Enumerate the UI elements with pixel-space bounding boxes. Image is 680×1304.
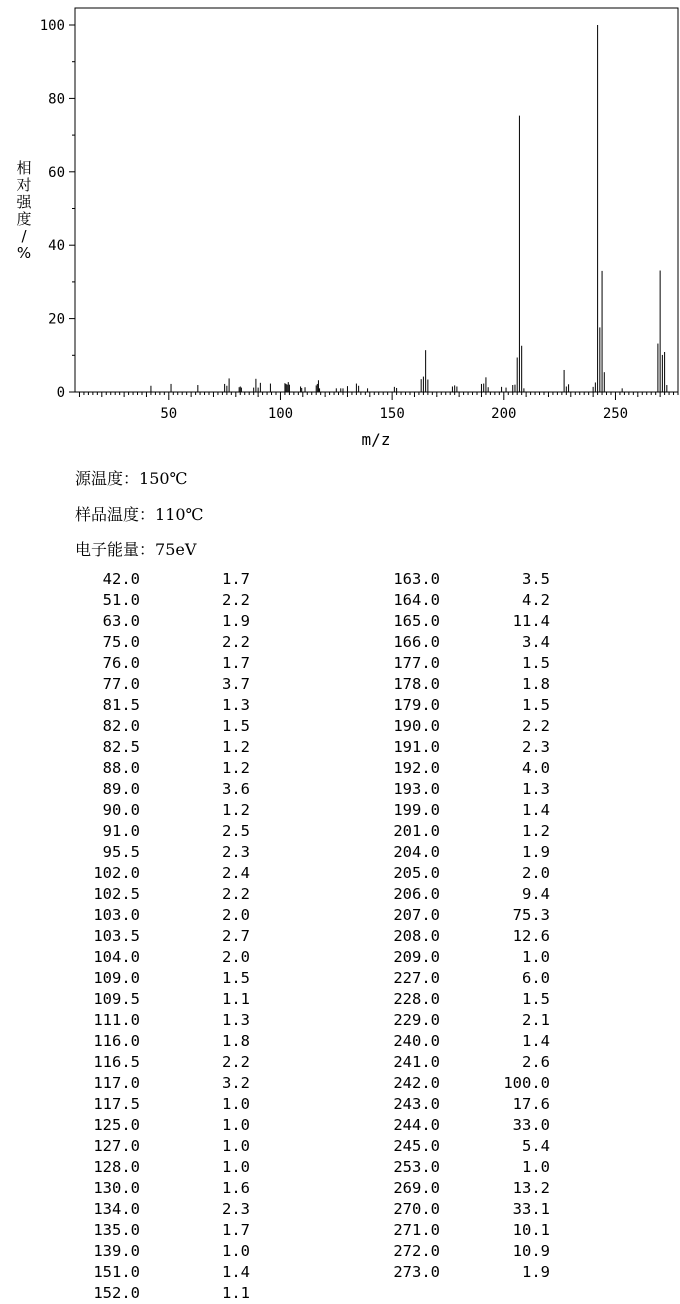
table-row <box>60 1157 250 1178</box>
table-row <box>360 1052 550 1073</box>
y-tick-label: 20 <box>48 311 65 328</box>
peak-intensity: 1.0 <box>222 1095 250 1113</box>
peak-intensity: 1.7 <box>222 1221 250 1239</box>
table-row <box>60 653 250 674</box>
table-row <box>360 632 550 653</box>
y-axis-label-char: 强 <box>16 193 32 211</box>
peak-intensity: 33.0 <box>512 1116 550 1134</box>
peak-mz: 125.0 <box>93 1116 140 1134</box>
peak-mz: 193.0 <box>393 780 440 798</box>
peak-intensity: 3.6 <box>222 780 250 798</box>
table-row <box>60 1031 250 1052</box>
peak-mz: 165.0 <box>393 612 440 630</box>
table-row <box>360 842 550 863</box>
peak-mz: 89.0 <box>102 780 140 798</box>
y-tick-label: 60 <box>48 164 65 181</box>
peak-intensity: 3.5 <box>522 570 550 588</box>
peak-intensity: 5.4 <box>522 1137 550 1155</box>
table-row <box>60 1220 250 1241</box>
y-axis-label-char: 度 <box>16 210 32 228</box>
table-row <box>360 800 550 821</box>
peak-intensity: 6.0 <box>522 969 550 987</box>
peak-mz: 130.0 <box>93 1179 140 1197</box>
peak-mz: 208.0 <box>393 927 440 945</box>
table-row <box>60 905 250 926</box>
peak-intensity: 2.0 <box>522 864 550 882</box>
peak-mz: 209.0 <box>393 948 440 966</box>
table-row <box>60 1010 250 1031</box>
x-tick-label: 100 <box>267 406 294 422</box>
peak-mz: 192.0 <box>393 759 440 777</box>
peak-mz: 241.0 <box>393 1053 440 1071</box>
peak-intensity: 2.2 <box>222 885 250 903</box>
peak-mz: 243.0 <box>393 1095 440 1113</box>
peak-mz: 152.0 <box>93 1284 140 1302</box>
table-row <box>60 884 250 905</box>
table-row <box>360 905 550 926</box>
peak-intensity: 1.2 <box>222 759 250 777</box>
peak-mz: 204.0 <box>393 843 440 861</box>
table-row <box>360 884 550 905</box>
y-tick-label: 80 <box>48 91 65 108</box>
peak-mz: 116.5 <box>93 1053 140 1071</box>
peak-bars <box>151 25 667 392</box>
peak-intensity: 2.2 <box>222 591 250 609</box>
peak-intensity: 1.4 <box>222 1263 250 1281</box>
x-tick-label: 50 <box>160 406 178 422</box>
table-row <box>60 590 250 611</box>
peak-mz: 117.0 <box>93 1074 140 1092</box>
peak-mz: 76.0 <box>102 654 140 672</box>
peak-mz: 163.0 <box>393 570 440 588</box>
condition-label: 电子能量： <box>75 540 156 559</box>
peak-intensity: 1.2 <box>522 822 550 840</box>
peak-intensity: 13.2 <box>512 1179 550 1197</box>
x-tick-label: 200 <box>491 406 517 422</box>
table-row <box>60 1094 250 1115</box>
peak-intensity: 1.0 <box>222 1116 250 1134</box>
table-row <box>360 1010 550 1031</box>
peak-intensity: 2.2 <box>222 633 250 651</box>
peak-intensity: 1.9 <box>522 1263 550 1281</box>
peak-intensity: 1.4 <box>522 801 550 819</box>
peak-mz: 127.0 <box>93 1137 140 1155</box>
y-axis-label-char: 对 <box>16 176 32 194</box>
peak-intensity: 1.5 <box>222 717 250 735</box>
peak-intensity: 1.5 <box>522 654 550 672</box>
y-tick-label: 40 <box>48 238 65 255</box>
peak-intensity: 2.2 <box>222 1053 250 1071</box>
peak-mz: 103.5 <box>93 927 140 945</box>
y-axis-ticks <box>40 18 75 401</box>
peak-mz: 63.0 <box>102 612 140 630</box>
table-row <box>360 737 550 758</box>
peak-mz: 75.0 <box>102 633 140 651</box>
peak-mz: 77.0 <box>102 675 140 693</box>
peak-mz: 177.0 <box>393 654 440 672</box>
peak-mz: 190.0 <box>393 717 440 735</box>
table-row <box>360 695 550 716</box>
peak-mz: 82.0 <box>102 717 140 735</box>
table-row <box>360 1178 550 1199</box>
table-row <box>60 632 250 653</box>
peak-mz: 135.0 <box>93 1221 140 1239</box>
table-row <box>360 674 550 695</box>
table-row <box>60 1283 250 1304</box>
peak-intensity: 1.9 <box>222 612 250 630</box>
peak-intensity: 2.6 <box>522 1053 550 1071</box>
x-tick-label: 250 <box>602 406 629 422</box>
peak-intensity: 4.2 <box>522 591 550 609</box>
sample-temperature <box>75 502 203 525</box>
peak-mz: 179.0 <box>393 696 440 714</box>
table-row <box>60 1052 250 1073</box>
table-row <box>60 1073 250 1094</box>
table-row <box>60 821 250 842</box>
table-row <box>60 1199 250 1220</box>
table-row <box>60 800 250 821</box>
peak-mz: 228.0 <box>393 990 440 1008</box>
table-row <box>60 1262 250 1283</box>
peak-intensity: 1.7 <box>222 654 250 672</box>
peak-mz: 164.0 <box>393 591 440 609</box>
peak-intensity: 3.4 <box>522 633 550 651</box>
peak-mz: 245.0 <box>393 1137 440 1155</box>
table-row <box>360 926 550 947</box>
peak-intensity: 2.0 <box>222 948 250 966</box>
table-row <box>360 569 550 590</box>
peak-mz: 253.0 <box>393 1158 440 1176</box>
peak-intensity: 4.0 <box>522 759 550 777</box>
peak-intensity: 1.1 <box>222 1284 250 1302</box>
peak-intensity: 11.4 <box>512 612 550 630</box>
peak-mz: 139.0 <box>93 1242 140 1260</box>
peak-mz: 242.0 <box>393 1074 440 1092</box>
x-tick-label: 150 <box>379 406 405 422</box>
peak-intensity: 10.9 <box>512 1242 550 1260</box>
table-row <box>360 1115 550 1136</box>
peak-intensity: 2.4 <box>222 864 250 882</box>
table-row <box>360 989 550 1010</box>
peak-mz: 103.0 <box>93 906 140 924</box>
peak-mz: 271.0 <box>393 1221 440 1239</box>
table-row <box>60 611 250 632</box>
peak-intensity: 17.6 <box>512 1095 550 1113</box>
peak-mz: 273.0 <box>393 1263 440 1281</box>
condition-label: 源温度： <box>75 469 140 488</box>
peak-mz: 82.5 <box>102 738 140 756</box>
peak-intensity: 1.7 <box>222 570 250 588</box>
peak-intensity: 100.0 <box>503 1074 550 1092</box>
table-row <box>360 1094 550 1115</box>
table-row <box>60 863 250 884</box>
table-row <box>360 968 550 989</box>
table-row <box>360 1157 550 1178</box>
peak-mz: 90.0 <box>102 801 140 819</box>
y-axis-label-char: 相 <box>16 159 32 177</box>
condition-value: 150℃ <box>139 469 188 488</box>
peak-mz: 116.0 <box>93 1032 140 1050</box>
peak-intensity: 1.3 <box>222 696 250 714</box>
peak-intensity: 1.5 <box>522 990 550 1008</box>
table-row <box>60 758 250 779</box>
table-row <box>60 716 250 737</box>
peak-intensity: 3.2 <box>222 1074 250 1092</box>
table-row <box>360 863 550 884</box>
table-row <box>360 758 550 779</box>
peak-intensity: 2.7 <box>222 927 250 945</box>
peak-mz: 111.0 <box>93 1011 140 1029</box>
peak-mz: 81.5 <box>102 696 140 714</box>
table-row <box>60 674 250 695</box>
table-row <box>60 737 250 758</box>
y-tick-label: 100 <box>39 18 65 34</box>
peak-mz: 244.0 <box>393 1116 440 1134</box>
x-axis-label: m/z <box>361 430 391 449</box>
peak-intensity: 1.0 <box>222 1137 250 1155</box>
source-temperature <box>75 466 187 489</box>
peak-intensity: 33.1 <box>512 1200 550 1218</box>
y-axis-label <box>14 160 34 262</box>
peak-mz: 102.5 <box>93 885 140 903</box>
peak-mz: 102.0 <box>93 864 140 882</box>
peak-intensity: 2.5 <box>222 822 250 840</box>
table-row <box>60 842 250 863</box>
table-row <box>60 947 250 968</box>
peak-intensity: 1.0 <box>522 1158 550 1176</box>
table-row <box>60 989 250 1010</box>
peak-mz: 134.0 <box>93 1200 140 1218</box>
peak-mz: 272.0 <box>393 1242 440 1260</box>
peak-intensity: 10.1 <box>512 1221 550 1239</box>
table-row <box>360 779 550 800</box>
peak-intensity: 12.6 <box>512 927 550 945</box>
y-axis-label-char: % <box>16 244 32 262</box>
peak-mz: 178.0 <box>393 675 440 693</box>
table-row <box>360 716 550 737</box>
peak-intensity: 1.3 <box>522 780 550 798</box>
peak-intensity: 2.1 <box>522 1011 550 1029</box>
peak-mz: 51.0 <box>102 591 140 609</box>
peak-intensity: 1.0 <box>222 1242 250 1260</box>
peak-intensity: 1.8 <box>522 675 550 693</box>
peak-mz: 199.0 <box>393 801 440 819</box>
y-tick-label: 0 <box>56 385 65 401</box>
peak-intensity: 1.5 <box>222 969 250 987</box>
peak-mz: 117.5 <box>93 1095 140 1113</box>
peak-intensity: 1.2 <box>222 738 250 756</box>
condition-label: 样品温度： <box>75 505 156 524</box>
peak-intensity: 2.3 <box>222 843 250 861</box>
peak-table-left <box>60 569 250 1304</box>
peak-mz: 151.0 <box>93 1263 140 1281</box>
table-row <box>60 1136 250 1157</box>
peak-intensity: 75.3 <box>512 906 550 924</box>
table-row <box>360 947 550 968</box>
peak-mz: 42.0 <box>102 570 140 588</box>
y-axis-label-char: / <box>21 227 27 245</box>
peak-intensity: 1.3 <box>222 1011 250 1029</box>
peak-mz: 227.0 <box>393 969 440 987</box>
peak-intensity: 1.8 <box>222 1032 250 1050</box>
table-row <box>360 1136 550 1157</box>
electron-energy <box>75 537 196 560</box>
peak-mz: 207.0 <box>393 906 440 924</box>
peak-mz: 166.0 <box>393 633 440 651</box>
peak-intensity: 1.5 <box>522 696 550 714</box>
peak-table-right <box>360 569 550 1283</box>
peak-intensity: 1.6 <box>222 1179 250 1197</box>
table-row <box>360 821 550 842</box>
peak-intensity: 9.4 <box>522 885 550 903</box>
peak-intensity: 2.3 <box>222 1200 250 1218</box>
peak-intensity: 2.3 <box>522 738 550 756</box>
table-row <box>360 1199 550 1220</box>
peak-intensity: 1.2 <box>222 801 250 819</box>
table-row <box>60 779 250 800</box>
peak-mz: 229.0 <box>393 1011 440 1029</box>
peak-mz: 270.0 <box>393 1200 440 1218</box>
table-row <box>60 569 250 590</box>
peak-intensity: 2.2 <box>522 717 550 735</box>
table-row <box>360 611 550 632</box>
peak-mz: 95.5 <box>102 843 140 861</box>
peak-intensity: 3.7 <box>222 675 250 693</box>
peak-mz: 109.5 <box>93 990 140 1008</box>
table-row <box>360 1073 550 1094</box>
condition-value: 75eV <box>155 540 197 559</box>
table-row <box>60 695 250 716</box>
table-row <box>360 1031 550 1052</box>
table-row <box>60 1241 250 1262</box>
peak-mz: 240.0 <box>393 1032 440 1050</box>
peak-mz: 201.0 <box>393 822 440 840</box>
condition-value: 110℃ <box>155 505 204 524</box>
peak-mz: 88.0 <box>102 759 140 777</box>
peak-intensity: 1.4 <box>522 1032 550 1050</box>
peak-mz: 206.0 <box>393 885 440 903</box>
peak-mz: 191.0 <box>393 738 440 756</box>
table-row <box>60 968 250 989</box>
x-axis-ticks <box>79 392 678 422</box>
table-row <box>360 653 550 674</box>
peak-intensity: 1.9 <box>522 843 550 861</box>
table-row <box>60 1178 250 1199</box>
peak-intensity: 1.0 <box>222 1158 250 1176</box>
table-row <box>60 1115 250 1136</box>
peak-mz: 91.0 <box>102 822 140 840</box>
mass-spectrum-chart <box>0 0 680 460</box>
peak-intensity: 1.1 <box>222 990 250 1008</box>
plot-frame <box>75 8 678 392</box>
peak-mz: 104.0 <box>93 948 140 966</box>
peak-mz: 128.0 <box>93 1158 140 1176</box>
table-row <box>60 926 250 947</box>
peak-mz: 269.0 <box>393 1179 440 1197</box>
table-row <box>360 1220 550 1241</box>
peak-mz: 109.0 <box>93 969 140 987</box>
table-row <box>360 590 550 611</box>
table-row <box>360 1241 550 1262</box>
peak-intensity: 2.0 <box>222 906 250 924</box>
peak-mz: 205.0 <box>393 864 440 882</box>
table-row <box>360 1262 550 1283</box>
peak-intensity: 1.0 <box>522 948 550 966</box>
